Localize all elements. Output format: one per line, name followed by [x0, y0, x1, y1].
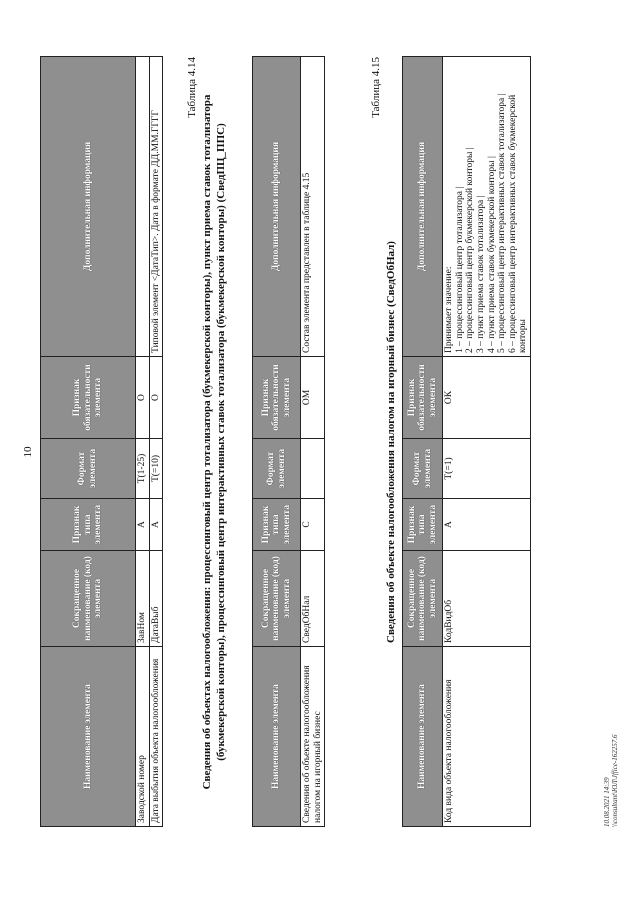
- table-14-number: Таблица 4.14: [186, 57, 198, 118]
- cell-code: ЗавНом: [136, 551, 150, 647]
- header-info: Дополнительная информация: [403, 57, 443, 357]
- header-info: Дополнительная информация: [253, 57, 301, 357]
- cell-required: ОК: [443, 357, 531, 439]
- cell-name: Код вида объекта налогообложения: [443, 647, 531, 827]
- cell-info: [136, 57, 150, 357]
- header-name: Наименование элемента: [41, 647, 136, 827]
- cell-required: ОМ: [301, 357, 325, 439]
- table-15-header: [403, 57, 443, 827]
- table-row: [136, 57, 150, 827]
- header-format: Формат элемента: [41, 439, 136, 499]
- footer-stamp: [603, 527, 620, 827]
- header-required: Признак обязательности элемента: [403, 357, 443, 439]
- header-format: Формат элемента: [403, 439, 443, 499]
- header-type: Признак типа элемента: [253, 499, 301, 551]
- header-name: Наименование элемента: [403, 647, 443, 827]
- table-15-number: Таблица 4.15: [370, 57, 382, 118]
- header-type: Признак типа элемента: [41, 499, 136, 551]
- header-code: Сокращенное наименование (код) элемента: [253, 551, 301, 647]
- list-item: 4 – пункт приема ставок букмекерской конторы |: [486, 156, 497, 353]
- cell-format: T(1-25): [136, 439, 150, 499]
- cell-format: [301, 439, 325, 499]
- cell-type: А: [149, 499, 163, 551]
- table-15-title: Сведения об объекте налогообложения налогом на игорный бизнес (СведОбНал): [385, 241, 397, 643]
- table-row: [301, 57, 325, 827]
- cell-name: Заводской номер: [136, 647, 150, 827]
- header-code: Сокращенное наименование (код) элемента: [403, 551, 443, 647]
- cell-required: О: [149, 357, 163, 439]
- header-code: Сокращенное наименование (код) элемента: [41, 551, 136, 647]
- header-info: Дополнительная информация: [41, 57, 136, 357]
- list-item: 6 – процессинговый центр интерактивных ставок букмекерской конторы: [507, 94, 529, 353]
- cell-type: С: [301, 499, 325, 551]
- cell-required: О: [136, 357, 150, 439]
- cell-info: Типовой элемент <ДатаТип>. Дата в формате ДД.ММ.ГГГГ: [149, 57, 163, 357]
- cell-info: [443, 57, 531, 357]
- cell-type: А: [443, 499, 531, 551]
- list-item: 1 – процессинговый центр тотализатора |: [454, 186, 465, 353]
- table-top-header: [41, 57, 136, 827]
- footer-date: 10.08.2021 14:39: [603, 777, 611, 827]
- cell-format: T(=10): [149, 439, 163, 499]
- cell-name: Дата выбытия объекта налогообложения: [149, 647, 163, 827]
- cell-code: СведОбНал: [301, 551, 325, 647]
- cell-code: КодВидОб: [443, 551, 531, 647]
- table-14-title: Сведения об объектах налогообложения: процессинговый центр тотализатора (букмекерской конторы), пункт приема ставок тотализатора (букмекерской конторы), процессинговый центр интерактивных ставок тотализатора (букмекерской конторы) (СведПЦ_ППС): [201, 94, 228, 790]
- header-name: Наименование элемента: [253, 647, 301, 827]
- cell-type: А: [136, 499, 150, 551]
- header-required: Признак обязательности элемента: [41, 357, 136, 439]
- info-list: [455, 60, 529, 353]
- list-item: 2 – процессинговый центр букмекерской конторы |: [465, 147, 476, 353]
- list-item: 5 – процессинговый центр интерактивных ставок тотализатора |: [497, 93, 508, 353]
- table-14: [252, 56, 325, 827]
- table-row: [149, 57, 163, 827]
- cell-name: Сведения об объекте налогообложения налогом на игорный бизнес: [301, 647, 325, 827]
- cell-format: T(=1): [443, 439, 531, 499]
- header-format: Формат элемента: [253, 439, 301, 499]
- info-intro: Принимает значение:: [444, 266, 454, 353]
- header-type: Признак типа элемента: [403, 499, 443, 551]
- table-14-header: [253, 57, 301, 827]
- header-required: Признак обязательности элемента: [253, 357, 301, 439]
- list-item: 3 – пункт приема ставок тотализатора |: [475, 195, 486, 353]
- cell-code: ДатаВыб: [149, 551, 163, 647]
- table-row: [443, 57, 531, 827]
- table-top: [40, 56, 163, 827]
- cell-info: Состав элемента представлен в таблице 4.15: [301, 57, 325, 357]
- page-number: 10: [22, 446, 34, 458]
- table-15: [402, 56, 531, 827]
- footer-path: \\consultant\ЮЛ\Jffice-162257.6: [611, 734, 620, 827]
